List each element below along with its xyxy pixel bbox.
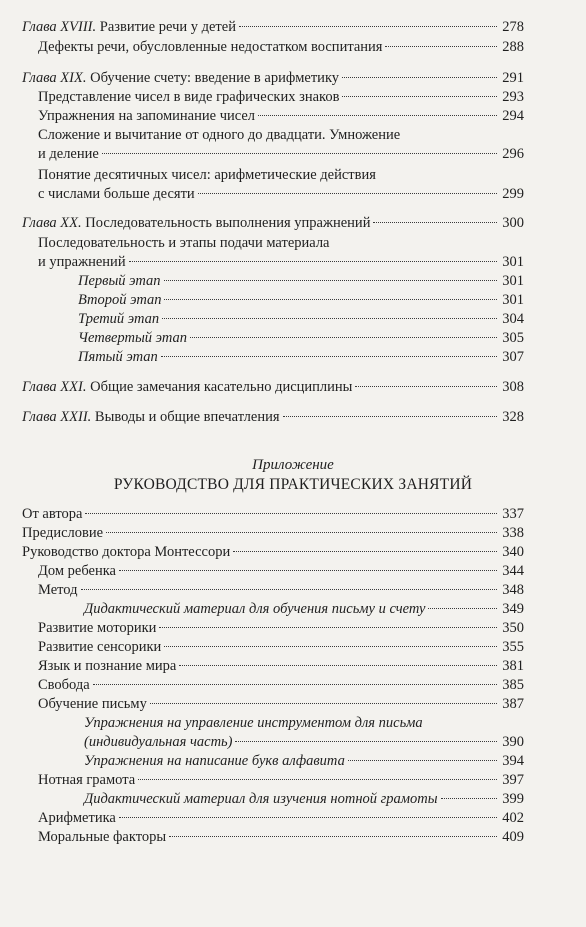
- page-number: 344: [502, 563, 524, 579]
- toc-entry: [22, 378, 524, 397]
- page-number: 337: [502, 506, 524, 522]
- leader-dots: [373, 222, 497, 223]
- leader-dots: [106, 532, 497, 533]
- toc-entry: [38, 185, 524, 204]
- leader-dots: [159, 627, 497, 628]
- leader-dots: [138, 779, 497, 780]
- chapter-title: Обучение счету: введение в арифметику: [86, 70, 340, 86]
- entry-title: Дефекты речи, обусловленные недостатком воспитания: [38, 39, 383, 55]
- chapter-label: Глава XIX.: [22, 70, 87, 86]
- appendix-label: Приложение: [252, 457, 334, 473]
- leader-dots: [179, 665, 497, 666]
- page-number: 338: [502, 525, 524, 541]
- toc-entry: [38, 657, 524, 676]
- toc-entry: [22, 214, 524, 233]
- entry-title: Обучение письму: [38, 696, 147, 712]
- page-number: 293: [502, 89, 524, 105]
- leader-dots: [348, 760, 497, 761]
- entry-title: Дидактический материал для обучения письму и счету: [84, 601, 426, 617]
- entry-title: Четвертый этап: [78, 330, 188, 346]
- page-number: 350: [502, 620, 524, 636]
- page-number: 299: [502, 186, 524, 202]
- entry-title-line2: и деление: [38, 146, 99, 162]
- page-number: 301: [502, 254, 524, 270]
- entry-title-line2: с числами больше десяти: [38, 186, 195, 202]
- leader-dots: [129, 261, 497, 262]
- leader-dots: [355, 386, 497, 387]
- page-number: 291: [502, 70, 524, 86]
- chapter-title: Выводы и общие впечатления: [91, 409, 280, 425]
- leader-dots: [81, 589, 498, 590]
- entry-title: Нотная грамота: [38, 772, 136, 788]
- entry-title-line2: и упражнений: [38, 254, 126, 270]
- entry-title: Язык и познание мира: [38, 658, 177, 674]
- toc-entry: [38, 676, 524, 695]
- toc-entry: [38, 771, 524, 790]
- leader-dots: [162, 318, 497, 319]
- toc-entry: [38, 619, 524, 638]
- page-number: 409: [502, 829, 524, 845]
- toc-entry: [38, 145, 524, 164]
- toc-entry: [38, 88, 524, 107]
- toc-entry: [84, 752, 524, 771]
- entry-title: Второй этап: [78, 292, 162, 308]
- toc-entry: [84, 600, 524, 619]
- entry-title-line1: Сложение и вычитание от одного до двадцати. Умножение: [38, 127, 401, 143]
- leader-dots: [283, 416, 497, 417]
- entry-title-line1: Понятие десятичных чисел: арифметические действия: [38, 167, 376, 183]
- leader-dots: [102, 153, 497, 154]
- toc-entry: [38, 581, 524, 600]
- toc-entry: [78, 348, 524, 367]
- toc-entry: [38, 253, 524, 272]
- toc-entry: [22, 505, 524, 524]
- entry-title: От автора: [22, 506, 83, 522]
- leader-dots: [428, 608, 497, 609]
- leader-dots: [198, 193, 497, 194]
- entry-title: Арифметика: [38, 810, 116, 826]
- entry-title: Предисловие: [22, 525, 104, 541]
- leader-dots: [119, 570, 497, 571]
- toc-entry: [78, 291, 524, 310]
- leader-dots: [85, 513, 497, 514]
- entry-title: Моральные факторы: [38, 829, 167, 845]
- toc-entry: [22, 408, 524, 427]
- page-number: 390: [502, 734, 524, 750]
- leader-dots: [164, 299, 497, 300]
- leader-dots: [169, 836, 497, 837]
- entry-title: Руководство доктора Монтессори: [22, 544, 231, 560]
- toc-entry: [38, 38, 524, 57]
- page-number: 278: [502, 19, 524, 35]
- page-number: 387: [502, 696, 524, 712]
- chapter-title: Последовательность выполнения упражнений: [81, 215, 371, 231]
- appendix-title: РУКОВОДСТВО ДЛЯ ПРАКТИЧЕСКИХ ЗАНЯТИЙ: [113, 476, 473, 493]
- chapter-title: Общие замечания касательно дисциплины: [86, 379, 353, 395]
- entry-title: Пятый этап: [78, 349, 158, 365]
- leader-dots: [342, 96, 497, 97]
- toc-entry: [22, 69, 524, 88]
- page-number: 301: [502, 292, 524, 308]
- entry-title: Упражнения на написание букв алфавита: [84, 753, 345, 769]
- page-number: 349: [502, 601, 524, 617]
- leader-dots: [164, 280, 498, 281]
- leader-dots: [164, 646, 497, 647]
- entry-title: Свобода: [38, 677, 90, 693]
- page-number: 385: [502, 677, 524, 693]
- page-number: 301: [502, 273, 524, 289]
- entry-title-line1: Последовательность и этапы подачи материала: [38, 235, 330, 251]
- page-number: 402: [502, 810, 524, 826]
- leader-dots: [239, 26, 497, 27]
- entry-title: Дидактический материал для изучения нотной грамоты: [84, 791, 438, 807]
- page-number: 305: [502, 330, 524, 346]
- toc-entry: [84, 790, 524, 809]
- toc-entry: [38, 562, 524, 581]
- page-number: 294: [502, 108, 524, 124]
- leader-dots: [342, 77, 497, 78]
- page-number: 296: [502, 146, 524, 162]
- toc-entry: [78, 329, 524, 348]
- page-number: 340: [502, 544, 524, 560]
- toc-entry: [78, 272, 524, 291]
- entry-title: Упражнения на запоминание чисел: [38, 108, 256, 124]
- page-number: 399: [502, 791, 524, 807]
- toc-entry: [38, 638, 524, 657]
- page-number: 304: [502, 311, 524, 327]
- toc-entry: [78, 310, 524, 329]
- page-number: 307: [502, 349, 524, 365]
- leader-dots: [150, 703, 497, 704]
- entry-title: Развитие сенсорики: [38, 639, 162, 655]
- entry-title-line1: Упражнения на управление инструментом для письма: [84, 715, 423, 731]
- leader-dots: [190, 337, 497, 338]
- chapter-label: Глава XXI.: [22, 379, 87, 395]
- entry-title: Дом ребенка: [38, 563, 116, 579]
- page-number: 381: [502, 658, 524, 674]
- leader-dots: [93, 684, 497, 685]
- entry-title-line2: (индивидуальная часть): [84, 734, 233, 750]
- entry-title: Метод: [38, 582, 78, 598]
- entry-title: Третий этап: [78, 311, 160, 327]
- page-number: 397: [502, 772, 524, 788]
- leader-dots: [235, 741, 497, 742]
- leader-dots: [161, 356, 497, 357]
- toc-entry: [38, 809, 524, 828]
- toc-entry: [22, 543, 524, 562]
- page-number: 348: [502, 582, 524, 598]
- leader-dots: [441, 798, 497, 799]
- chapter-label: Глава XXII.: [22, 409, 92, 425]
- toc-entry: [22, 18, 524, 37]
- page-number: 394: [502, 753, 524, 769]
- chapter-label: Глава XX.: [22, 215, 82, 231]
- entry-title: Представление чисел в виде графических знаков: [38, 89, 340, 105]
- leader-dots: [233, 551, 497, 552]
- leader-dots: [119, 817, 497, 818]
- toc-entry: [22, 524, 524, 543]
- page-number: 328: [502, 409, 524, 425]
- toc-entry: [38, 107, 524, 126]
- entry-title: Первый этап: [78, 273, 161, 289]
- page-number: 288: [502, 39, 524, 55]
- page-number: 308: [502, 379, 524, 395]
- leader-dots: [258, 115, 497, 116]
- entry-title: Развитие моторики: [38, 620, 157, 636]
- chapter-title: Развитие речи у детей: [96, 19, 236, 35]
- page-number: 355: [502, 639, 524, 655]
- chapter-label: Глава XVIII.: [22, 19, 97, 35]
- toc-entry: [38, 828, 524, 847]
- toc-entry: [84, 733, 524, 752]
- toc-entry: [38, 695, 524, 714]
- leader-dots: [385, 46, 497, 47]
- page-number: 300: [502, 215, 524, 231]
